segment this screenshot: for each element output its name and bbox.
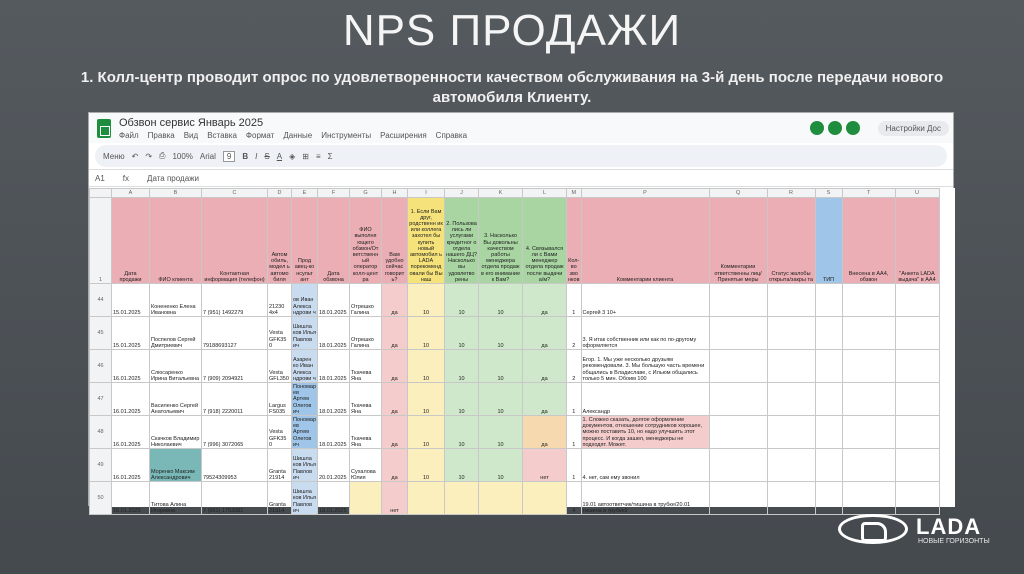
cell-q4[interactable]: да — [523, 416, 567, 449]
doc-title[interactable]: Обзвон сервис Январь 2025 — [119, 116, 264, 129]
cell-q2[interactable]: 10 — [445, 416, 479, 449]
fx-icon: fx — [122, 173, 130, 183]
cell-phone[interactable]: 7 (951) 1492279 — [202, 284, 268, 317]
cell-q3[interactable]: 10 — [479, 284, 523, 317]
cell-empty[interactable] — [709, 350, 767, 383]
cell-empty[interactable] — [815, 449, 842, 482]
cell-date[interactable]: 16.01.2025 — [112, 350, 150, 383]
cell-q1[interactable]: 10 — [408, 383, 445, 416]
cell-comment[interactable]: 1. Сложно сказать, долгое оформление документов, отношение сотрудников хорошее, можно поставить 10, но надо улучшить этот процесс. И когда зашел, менеджеры не подходят. Может. — [581, 416, 709, 449]
cell-seller[interactable]: Пономар ев Артем Олегов ич — [293, 416, 317, 448]
cell-call-date[interactable]: 18.01.2025 — [318, 317, 350, 350]
cell-empty[interactable] — [767, 284, 815, 317]
cell-comment[interactable]: Егор. 1. Мы уже несколько друзьям рекомендовали. 3. Мы большую часть времени общались в Владиславе, с Ильюм общались только 5 мин. Обоим 100 — [581, 350, 709, 383]
cell-q3[interactable]: 10 — [479, 317, 523, 350]
table-row — [90, 449, 940, 482]
cell-q2[interactable] — [445, 482, 479, 515]
cell-calls[interactable]: 2 — [567, 350, 581, 383]
menu-data[interactable]: Данные — [283, 130, 313, 140]
column-header[interactable]: A — [112, 189, 150, 198]
cell-q1[interactable]: 10 — [408, 350, 445, 383]
redo-icon[interactable]: ↷ — [145, 151, 153, 161]
header-cell[interactable]: Комментарии ответственны лиц/Принятые меры — [709, 198, 767, 284]
column-header[interactable]: I — [408, 189, 445, 198]
cell-q4[interactable]: да — [523, 350, 567, 383]
functions-icon[interactable]: Σ — [327, 151, 333, 161]
menu-search-button[interactable]: Меню — [103, 151, 125, 161]
cell-q2[interactable]: 10 — [445, 449, 479, 482]
menu-bar — [119, 131, 467, 140]
header-cell[interactable]: Кол-во зво нков — [567, 198, 581, 284]
header-cell[interactable]: Дата продажи — [112, 198, 150, 284]
cell-comment[interactable]: 19.01 автоответчик/тишина в трубке/20.01 тишина в трубке2 — [581, 482, 709, 515]
menu-edit[interactable]: Правка — [147, 130, 175, 140]
header-cell[interactable]: Контактная информация (телефон) — [202, 198, 268, 284]
cell-empty[interactable] — [709, 284, 767, 317]
cell-calls[interactable]: 1 — [567, 449, 581, 482]
bold-icon[interactable]: B — [242, 151, 249, 161]
titlebar-actions — [810, 121, 953, 136]
cell-q3[interactable]: 10 — [479, 383, 523, 416]
cell-comment[interactable]: 3. Я итак собственник или как по по-другому оформляется — [581, 317, 709, 350]
column-letters-row — [90, 189, 940, 198]
cell-q0[interactable]: да — [382, 317, 408, 350]
cell-seller[interactable]: Шишла ков Илья Павлов ич — [292, 482, 318, 515]
cell-q4[interactable] — [523, 482, 567, 515]
column-header[interactable]: L — [523, 189, 567, 198]
cell-q0[interactable]: да — [382, 383, 408, 416]
lada-logo — [838, 512, 998, 552]
cell-operator[interactable]: Сухалова Юлия — [350, 449, 382, 482]
cell-q0[interactable]: да — [382, 416, 408, 449]
header-cell[interactable]: Комментарии клиента — [581, 198, 709, 284]
cell-empty[interactable] — [815, 383, 842, 416]
cell-q0[interactable]: нет — [382, 482, 408, 515]
cell-q1[interactable]: 10 — [408, 284, 445, 317]
cell-empty[interactable] — [709, 317, 767, 350]
cell-date[interactable]: 16.01.2025 — [112, 449, 150, 482]
cell-calls[interactable]: 4 — [567, 482, 581, 515]
italic-icon[interactable]: I — [255, 151, 258, 161]
cell-name[interactable]: Василенко Сергей Анатольевич — [150, 383, 202, 416]
header-cell[interactable]: 2. Пользова лись ли услугами кредитног о отдела нашего ДЦ? Насколько вы удовлетво рены — [445, 198, 479, 284]
cell-name[interactable]: Скачков Владимир Николаевич — [150, 416, 202, 449]
borders-icon[interactable]: ⊞ — [302, 151, 309, 161]
cell-q0[interactable]: да — [382, 449, 408, 482]
header-cell[interactable]: ТИП — [815, 198, 842, 284]
cell-call-date[interactable]: 20.01.2025 — [318, 449, 350, 482]
cell-q2[interactable]: 10 — [445, 383, 479, 416]
cell-operator[interactable]: Отрешко Галина — [350, 317, 382, 350]
cell-date[interactable]: 16.01.2025 — [112, 482, 150, 515]
menu-tools[interactable]: Инструменты — [321, 130, 372, 140]
meet-icon[interactable] — [846, 121, 860, 135]
column-header[interactable]: P — [581, 189, 709, 198]
table-row — [90, 284, 940, 317]
cell-car[interactable]: Vesta GFL350 — [268, 350, 292, 383]
font-select[interactable]: Arial — [199, 151, 216, 161]
cell-comment[interactable]: Сергей 3 10+ — [581, 284, 709, 317]
doc-header — [119, 117, 467, 140]
cell-empty[interactable] — [709, 383, 767, 416]
cell-q1[interactable]: 10 — [408, 449, 445, 482]
column-header[interactable]: M — [567, 189, 581, 198]
fill-color-icon[interactable]: ◈ — [289, 151, 296, 161]
row-number[interactable]: 48 — [90, 416, 112, 449]
cell-reference[interactable]: A1 — [95, 173, 105, 183]
cell-phone[interactable]: 79188693127 — [202, 317, 268, 350]
brand-tagline: НОВЫЕ ГОРИЗОНТЫ — [918, 538, 990, 545]
cell-empty[interactable] — [767, 383, 815, 416]
cell-seller[interactable]: Шишла ков Илья Павлов ич — [292, 317, 318, 350]
cell-car[interactable]: Largus FS035 — [268, 383, 292, 416]
cell-empty[interactable] — [842, 383, 895, 416]
cell-calls[interactable]: 2 — [567, 317, 581, 350]
menu-view[interactable]: Вид — [183, 130, 199, 140]
table-row — [90, 317, 940, 350]
cell-empty[interactable] — [815, 416, 842, 449]
cell-name[interactable]: Слюсаренко Ирина Витальевна — [150, 350, 202, 383]
cell-seller[interactable]: Пономар ев Артем Олегов ич — [293, 383, 317, 415]
cell-calls[interactable]: 1 — [567, 416, 581, 449]
header-cell[interactable]: Статус жалобы открыта/закры та — [767, 198, 815, 284]
column-header[interactable]: J — [445, 189, 479, 198]
cell-car[interactable]: Vesta GFK35 0 — [268, 416, 292, 449]
menu-extensions[interactable]: Расширения — [380, 130, 427, 140]
cell-empty[interactable] — [895, 383, 939, 416]
cell-comment[interactable]: 4. нет, сам ему звонил — [581, 449, 709, 482]
row-number[interactable]: 49 — [90, 449, 112, 482]
cell-empty[interactable] — [767, 482, 815, 515]
sheets-titlebar — [89, 113, 953, 143]
column-header[interactable]: F — [318, 189, 350, 198]
table-row — [90, 482, 940, 515]
cell-car[interactable]: Granta 21914 — [268, 449, 292, 482]
cell-date[interactable]: 16.01.2025 — [112, 416, 150, 449]
row-number[interactable]: 46 — [90, 350, 112, 383]
lada-emblem-icon — [838, 514, 908, 544]
cell-operator[interactable]: Ткачева Яна — [350, 383, 382, 416]
cell-name[interactable]: Моренко Максим Александрович — [150, 449, 202, 482]
sheets-logo-icon — [97, 119, 111, 138]
cell-empty[interactable] — [842, 284, 895, 317]
column-header[interactable]: U — [895, 189, 939, 198]
cell-name[interactable]: Конененко Елена Ивановна — [150, 284, 202, 317]
header-row — [90, 198, 940, 284]
cell-empty[interactable] — [767, 350, 815, 383]
cell-empty[interactable] — [767, 416, 815, 449]
cell-operator[interactable]: Ткачева Яна — [350, 350, 382, 383]
cell-empty[interactable] — [709, 449, 767, 482]
cell-date[interactable]: 16.01.2025 — [112, 383, 150, 416]
spreadsheet-screenshot — [88, 112, 954, 514]
text-color-icon[interactable]: A — [276, 151, 283, 161]
slide-title: NPS ПРОДАЖИ — [342, 6, 682, 55]
cell-empty[interactable] — [895, 482, 939, 515]
cell-seller[interactable]: Азарен ко Иван Алекса ндрови ч — [292, 350, 318, 383]
table-row — [90, 416, 940, 449]
menu-format[interactable]: Формат — [245, 130, 275, 140]
cell-phone[interactable]: 79524309953 — [202, 449, 268, 482]
cell-q3[interactable]: 10 — [479, 416, 523, 449]
column-header[interactable]: B — [150, 189, 202, 198]
cell-q1[interactable]: 10 — [408, 317, 445, 350]
cell-empty[interactable] — [842, 449, 895, 482]
cell-seller[interactable]: Шишла ков Илья Павлов ич — [292, 449, 318, 482]
column-header[interactable]: E — [292, 189, 318, 198]
cell-empty[interactable] — [815, 317, 842, 350]
cell-phone[interactable]: 7 (961) 1753081 — [202, 482, 268, 515]
cell-q3[interactable]: 10 — [479, 449, 523, 482]
table-body — [90, 284, 940, 515]
corner-cell[interactable] — [90, 189, 112, 198]
cell-empty[interactable] — [895, 416, 939, 449]
cell-q1[interactable]: 10 — [408, 416, 445, 449]
cell-q0[interactable]: да — [382, 350, 408, 383]
header-cell[interactable]: 1. Если Вам друг, родственн ик или коллега захотел бы купить новый автомобил ь LADA порекоменд овали бы Вы наш — [408, 198, 445, 284]
formula-bar — [89, 169, 953, 187]
cell-q2[interactable]: 10 — [445, 350, 479, 383]
cell-calls[interactable]: 1 — [567, 383, 581, 416]
cell-call-date[interactable]: 18.01.2025 — [318, 383, 350, 416]
cell-car[interactable]: Granta 21914 — [268, 482, 292, 515]
header-cell[interactable]: Внесена в АА4, обзвон — [842, 198, 895, 284]
row-number[interactable]: 44 — [90, 284, 112, 317]
cell-empty[interactable] — [842, 416, 895, 449]
brand-name: LADA — [916, 514, 982, 539]
cell-car[interactable]: Vesta GFK35 0 — [268, 317, 292, 350]
cell-q2[interactable]: 10 — [445, 317, 479, 350]
cell-empty[interactable] — [842, 482, 895, 515]
header-cell[interactable]: ФИО выполня ющего обзвон/От ветственн ый оператор колл-цент ра — [350, 198, 382, 284]
formatting-toolbar — [95, 145, 947, 167]
formula-input[interactable]: Дата продажи — [147, 173, 199, 183]
column-header[interactable]: T — [842, 189, 895, 198]
menu-file[interactable]: Файл — [119, 130, 139, 140]
cell-call-date[interactable]: 18.01.2025 — [318, 482, 350, 515]
row-number[interactable]: 50 — [90, 482, 112, 515]
cell-q4[interactable]: да — [523, 317, 567, 350]
header-cell[interactable]: "Анкета LADA выдача" в АА4 — [895, 198, 939, 284]
settings-button[interactable]: Настройки Дос — [878, 121, 949, 136]
data-table — [89, 188, 940, 515]
column-header[interactable]: D — [268, 189, 292, 198]
cell-name[interactable]: Титова Алина Игоревна — [150, 482, 202, 515]
cell-empty[interactable] — [895, 284, 939, 317]
cell-call-date[interactable]: 18.01.2025 — [318, 416, 350, 449]
cell-call-date[interactable]: 18.01.2025 — [318, 350, 350, 383]
cell-empty[interactable] — [815, 482, 842, 515]
cell-q2[interactable]: 10 — [445, 284, 479, 317]
header-cell[interactable]: 3. Насколько Вы довольны качеством работы менеджера отдела продаж в его внимание к Вам? — [479, 198, 523, 284]
font-size-input[interactable]: 9 — [223, 151, 235, 162]
sheet-grid — [89, 188, 955, 514]
header-cell[interactable]: Прод авец-ко нсульт ант — [292, 198, 318, 284]
strikethrough-icon[interactable]: S — [264, 151, 270, 161]
column-header[interactable]: Q — [709, 189, 767, 198]
cell-call-date[interactable]: 18.01.2025 — [318, 284, 350, 317]
cell-phone[interactable]: 7 (909) 2094921 — [202, 350, 268, 383]
cell-empty[interactable] — [842, 317, 895, 350]
cell-operator[interactable] — [350, 482, 382, 515]
header-cell[interactable]: ФИО клиента — [150, 198, 202, 284]
cell-empty[interactable] — [767, 449, 815, 482]
table-row — [90, 383, 940, 416]
cell-date[interactable]: 15.01.2025 — [112, 284, 150, 317]
menu-insert[interactable]: Вставка — [207, 130, 237, 140]
cell-empty[interactable] — [842, 350, 895, 383]
cell-empty[interactable] — [895, 449, 939, 482]
cell-operator[interactable]: Отрешко Галина — [350, 284, 382, 317]
column-header[interactable]: C — [202, 189, 268, 198]
cell-q1[interactable] — [408, 482, 445, 515]
header-cell[interactable]: Вам удобно сейчас говорит ь? — [382, 198, 408, 284]
slide-subtitle: 1. Колл-центр проводит опрос по удовлетворенности качеством обслуживания на 3-й день после передачи нового автомобиля Клиенту. — [80, 69, 944, 106]
header-cell[interactable]: Дата обзвона — [318, 198, 350, 284]
cell-phone[interactable]: 7 (918) 2220011 — [202, 383, 268, 416]
table-row — [90, 350, 940, 383]
header-cell[interactable]: 4. Связывался ли с Вами менеджер отдела продаж после выдачи а/м? — [523, 198, 567, 284]
column-header[interactable]: G — [350, 189, 382, 198]
undo-icon[interactable]: ↶ — [131, 151, 139, 161]
cell-q3[interactable]: 10 — [479, 350, 523, 383]
cell-empty[interactable] — [895, 317, 939, 350]
cell-date[interactable]: 15.01.2025 — [112, 317, 150, 350]
cell-q3[interactable] — [479, 482, 523, 515]
cell-empty[interactable] — [709, 482, 767, 515]
cell-q0[interactable]: да — [382, 284, 408, 317]
history-icon[interactable] — [810, 121, 824, 135]
cell-empty[interactable] — [815, 350, 842, 383]
cell-empty[interactable] — [895, 350, 939, 383]
cell-phone[interactable]: 7 (996) 3072065 — [202, 416, 268, 449]
cell-car[interactable]: 21230 4х4 — [268, 284, 292, 317]
print-icon[interactable]: ⎙ — [159, 151, 166, 160]
row-number[interactable]: 1 — [90, 198, 112, 284]
cell-empty[interactable] — [767, 317, 815, 350]
row-number[interactable]: 47 — [90, 383, 112, 416]
cell-empty[interactable] — [709, 416, 767, 449]
cell-operator[interactable]: Ткачева Яна — [350, 416, 382, 449]
cell-calls[interactable]: 1 — [567, 284, 581, 317]
cell-seller[interactable]: ов Иван Алекса ндрови ч — [292, 284, 318, 317]
align-icon[interactable]: ≡ — [315, 151, 321, 161]
cell-q4[interactable]: да — [523, 383, 567, 416]
column-header[interactable]: R — [767, 189, 815, 198]
header-cell[interactable]: Автом обиль, модел ь автомо биля — [268, 198, 292, 284]
row-number[interactable]: 45 — [90, 317, 112, 350]
cell-q4[interactable]: да — [523, 284, 567, 317]
zoom-select[interactable]: 100% — [172, 151, 193, 161]
cell-empty[interactable] — [815, 284, 842, 317]
menu-help[interactable]: Справка — [435, 130, 468, 140]
column-header[interactable]: H — [382, 189, 408, 198]
column-header[interactable]: S — [815, 189, 842, 198]
cell-comment[interactable]: Александр — [581, 383, 709, 416]
comments-icon[interactable] — [828, 121, 842, 135]
cell-name[interactable]: Поспелов Сергей Дмитриевич — [150, 317, 202, 350]
column-header[interactable]: K — [479, 189, 523, 198]
cell-q4[interactable]: нет — [523, 449, 567, 482]
